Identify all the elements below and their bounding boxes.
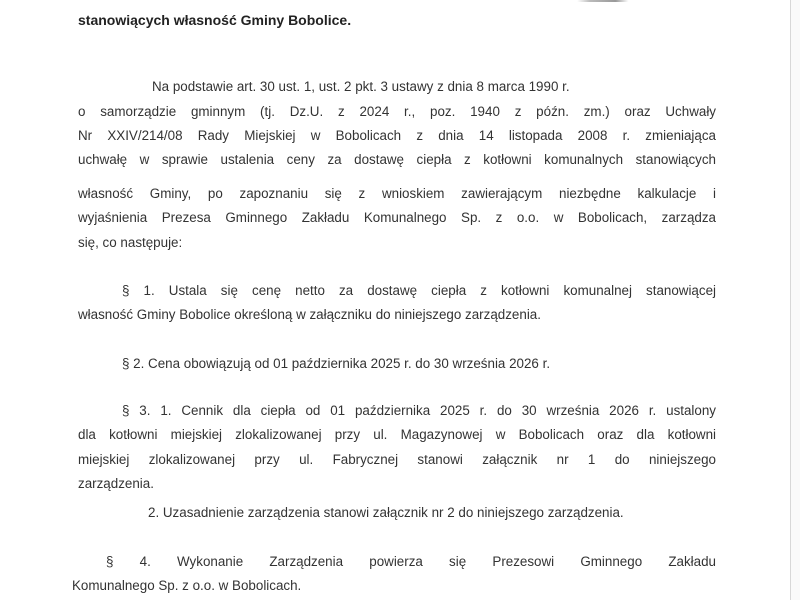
paragraph-3-line-4: zarządzenia.: [78, 476, 154, 491]
preamble-line-4: uchwałę w sprawie ustalenia ceny za dostawę ciepła z kotłowni komunalnych stanowiących: [78, 152, 716, 167]
document-title-tail: stanowiących własność Gminy Bobolice.: [78, 12, 352, 28]
page-margin: [791, 0, 800, 600]
preamble-line-3: Nr XXIV/214/08 Rady Miejskiej w Bobolicach z dnia 14 listopada 2008 r. zmieniająca: [78, 128, 716, 143]
paragraph-3-line-1: § 3. 1. Cennik dla ciepła od 01 października 2025 r. do 30 września 2026 r. ustalony: [122, 403, 716, 418]
preamble-line-7: się, co następuje:: [78, 235, 183, 250]
paragraph-3-line-3: miejskiej zlokalizowanej przy ul. Fabrycznej stanowi załącznik nr 1 do niniejszego: [78, 452, 716, 467]
preamble-line-1: Na podstawie art. 30 ust. 1, ust. 2 pkt. 3 ustawy z dnia 8 marca 1990 r.: [152, 79, 570, 94]
paragraph-1-line-2: własność Gminy Bobolice określoną w załączniku do niniejszego zarządzenia.: [78, 307, 541, 322]
paragraph-4-line-1: § 4. Wykonanie Zarządzenia powierza się Prezesowi Gminnego Zakładu: [106, 554, 716, 569]
paragraph-3-line-2: dla kotłowni miejskiej zlokalizowanej przy ul. Magazynowej w Bobolicach oraz dla kotłowni: [78, 427, 716, 442]
paragraph-2: § 2. Cena obowiązują od 01 października 2025 r. do 30 września 2026 r.: [122, 356, 551, 371]
preamble-line-6: wyjaśnienia Prezesa Gminnego Zakładu Komunalnego Sp. z o.o. w Bobolicach, zarządza: [78, 210, 716, 225]
paragraph-4-line-2: Komunalnego Sp. z o.o. w Bobolicach.: [72, 578, 302, 593]
preamble-line-5: własność Gminy, po zapoznaniu się z wnioskiem zawierającym niezbędne kalkulacje i: [78, 186, 716, 201]
preamble-line-2: o samorządzie gminnym (tj. Dz.U. z 2024 r., poz. 1940 z późn. zm.) oraz Uchwały: [78, 104, 716, 119]
clipped-title-line: [78, 0, 718, 3]
paragraph-3-point-2: 2. Uzasadnienie zarządzenia stanowi załącznik nr 2 do niniejszego zarządzenia.: [148, 505, 624, 520]
paragraph-1-line-1: § 1. Ustala się cenę netto za dostawę ciepła z kotłowni komunalnej stanowiącej: [122, 283, 716, 298]
